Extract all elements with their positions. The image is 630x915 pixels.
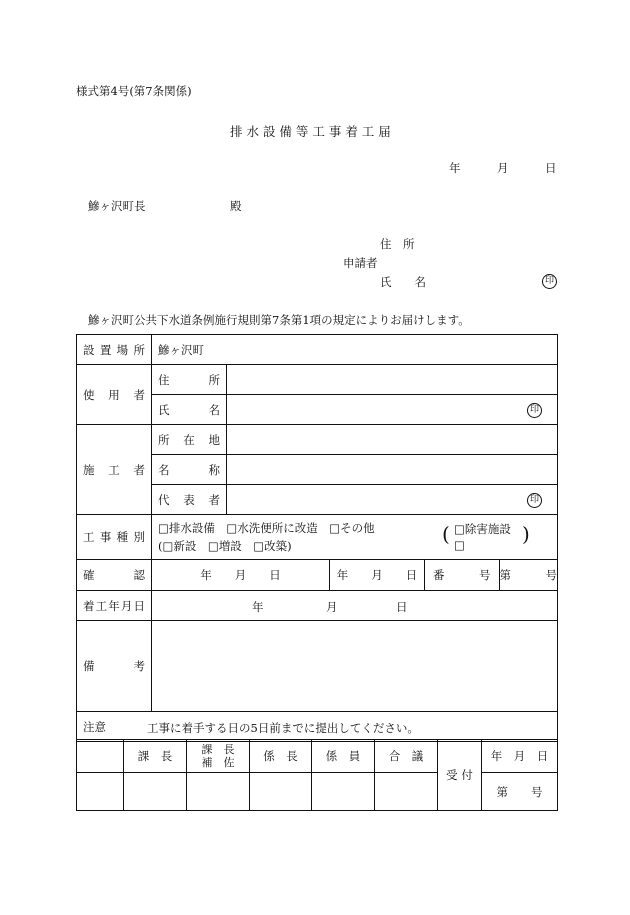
contractor-label: 施工者 xyxy=(77,425,152,515)
start-year: 年 xyxy=(252,600,264,614)
notice-label: 注意 xyxy=(83,719,106,734)
kakaricho-header: 係 長 xyxy=(250,740,312,773)
honorific: 殿 xyxy=(230,199,242,213)
confirm-label: 確認 xyxy=(77,560,152,591)
contractor-company-field[interactable] xyxy=(227,455,558,485)
contractor-company-label: 名 称 xyxy=(152,455,227,485)
seal-icon: 印 xyxy=(527,403,542,418)
work-type-side-2[interactable]: □ xyxy=(454,538,465,552)
number-value[interactable]: 第 号 xyxy=(499,568,557,582)
uketsuke-date[interactable]: 年 月 日 xyxy=(482,740,558,773)
work-type-side-options[interactable] xyxy=(454,521,511,553)
application-form-table xyxy=(76,334,558,742)
user-name-field[interactable] xyxy=(227,395,558,425)
user-address-label: 住 所 xyxy=(152,365,227,395)
start-date-label: 着工年月日 xyxy=(77,591,152,621)
contractor-rep-field[interactable] xyxy=(227,485,558,515)
addressee: 鰺ヶ沢町長 xyxy=(88,199,146,213)
start-date-field[interactable] xyxy=(152,591,558,621)
date-day: 日 xyxy=(545,161,557,175)
paren-right: ) xyxy=(522,522,530,546)
number-cell xyxy=(425,560,558,591)
work-type-cell[interactable] xyxy=(152,515,558,560)
approval-table xyxy=(76,739,558,811)
work-type-side-1[interactable]: □除害施設 xyxy=(454,522,511,536)
kakaricho-stamp-box[interactable] xyxy=(250,773,312,811)
location-label: 設置場所 xyxy=(77,335,152,365)
number-label: 番 号 xyxy=(425,560,500,590)
user-address-field[interactable] xyxy=(227,365,558,395)
work-type-options[interactable]: □排水設備 □水洗便所に改造 □その他 xyxy=(158,521,375,535)
remarks-label: 備考 xyxy=(77,621,152,712)
gogi-stamp-box[interactable] xyxy=(375,773,438,811)
location-value[interactable]: 鰺ヶ沢町 xyxy=(152,335,558,365)
approval-blank xyxy=(77,740,124,773)
notice-row xyxy=(77,712,558,742)
kacho-stamp-box[interactable] xyxy=(124,773,187,811)
seal-icon: 印 xyxy=(527,493,542,508)
confirm-date-1[interactable]: 年 月 日 xyxy=(152,560,330,591)
user-name-label: 氏 名 xyxy=(152,395,227,425)
kakariin-header: 係 員 xyxy=(312,740,375,773)
applicant-name-label: 氏 名 xyxy=(380,275,426,289)
seal-icon: 印 xyxy=(542,274,557,289)
confirm-date-2[interactable]: 年 月 日 xyxy=(330,560,425,591)
date-year: 年 xyxy=(449,161,461,175)
kacho-hosa-stamp-box[interactable] xyxy=(187,773,250,811)
form-number: 様式第4号(第7条関係) xyxy=(76,84,192,98)
kacho-hosa-header: 課 長 補 佐 xyxy=(187,740,250,773)
user-label: 使用者 xyxy=(77,365,152,425)
work-type-options-sub[interactable]: (□新設 □増設 □改築) xyxy=(158,539,292,553)
contractor-rep-label: 代表者 xyxy=(152,485,227,515)
date-month: 月 xyxy=(497,161,509,175)
applicant-label: 申請者 xyxy=(343,256,378,270)
uketsuke-label: 受 付 xyxy=(438,740,482,811)
remarks-field[interactable] xyxy=(152,621,558,712)
paren-left: ( xyxy=(442,522,450,546)
statement: 鰺ヶ沢町公共下水道条例施行規則第7条第1項の規定によりお届けします。 xyxy=(88,313,470,327)
document-title: 排 水 設 備 等 工 事 着 工 届 xyxy=(230,124,391,139)
applicant-address-label: 住 所 xyxy=(380,237,415,251)
approval-blank-2 xyxy=(77,773,124,811)
kakariin-stamp-box[interactable] xyxy=(312,773,375,811)
kacho-header: 課 長 xyxy=(124,740,187,773)
start-day: 日 xyxy=(396,600,408,614)
contractor-location-field[interactable] xyxy=(227,425,558,455)
gogi-header: 合 議 xyxy=(375,740,438,773)
uketsuke-number[interactable]: 第 号 xyxy=(482,773,558,811)
contractor-location-label: 所在地 xyxy=(152,425,227,455)
notice-text: 工事に着手する日の5日前までに提出してください。 xyxy=(147,721,419,735)
work-type-label: 工事種別 xyxy=(77,515,152,560)
start-month: 月 xyxy=(326,600,338,614)
